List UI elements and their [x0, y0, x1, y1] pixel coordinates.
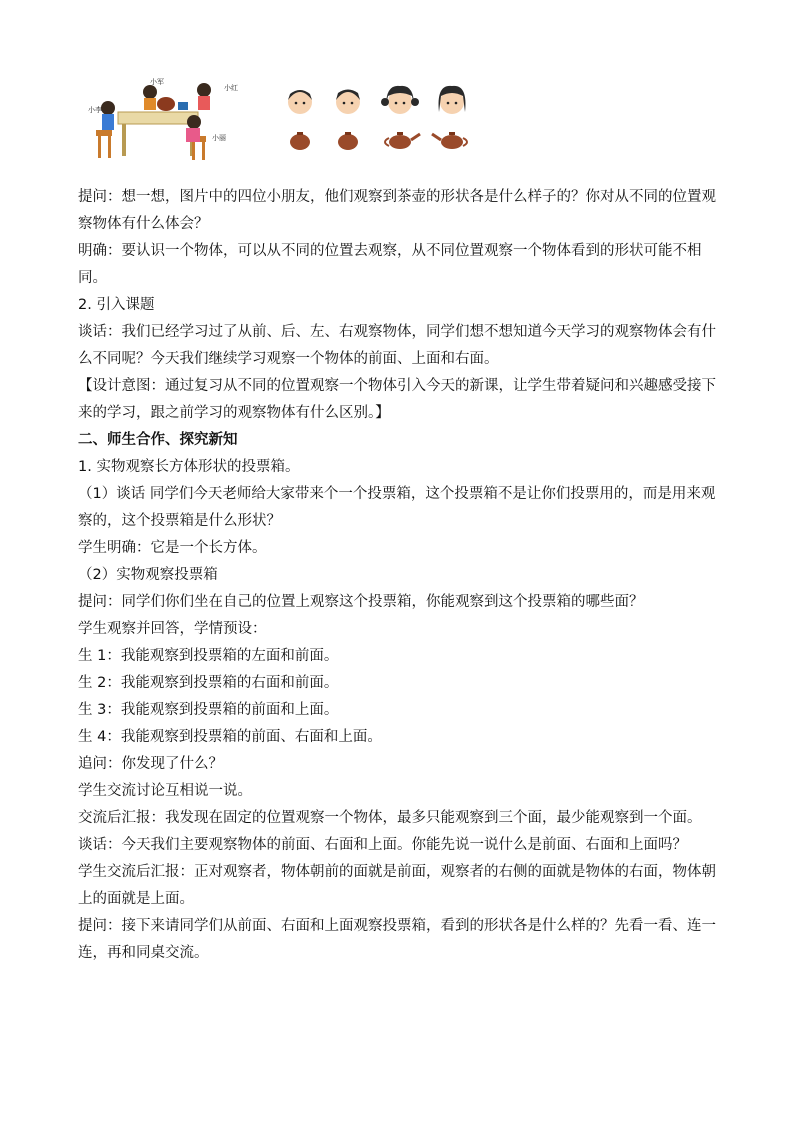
paragraph-talk-2: （1）谈话 同学们今天老师给大家带来个一个投票箱，这个投票箱不是让你们投票用的，而是用来观察的，这个投票箱是什么形状？ — [78, 486, 716, 529]
teapot-icon-3 — [385, 132, 420, 149]
paragraph-talk-1: 谈话：我们已经学习过了从前、后、左、右观察物体，同学们想不想知道今天学习的观察物体会有什么不同呢？今天我们继续学习观察一个物体的前面、上面和右面。 — [78, 324, 716, 367]
teapot-icon-1 — [290, 132, 310, 150]
paragraph-report-1: 交流后汇报：我发现在固定的位置观察一个物体，最多只能观察到三个面，最少能观察到一个面。 — [78, 810, 702, 826]
paragraph-student-clarify: 学生明确：它是一个长方体。 — [78, 540, 267, 556]
name-label-xiaohong: 小红 — [224, 84, 238, 92]
section-heading-2: 二、师生合作、探究新知 — [78, 432, 238, 448]
paragraph-question-1: 提问：想一想，图片中的四位小朋友，他们观察到茶壶的形状各是什么样子的？你对从不同的位置观察物体有什么体会？ — [78, 189, 716, 232]
lesson-body — [78, 184, 720, 967]
paragraph-discuss: 学生交流讨论互相说一说。 — [78, 783, 252, 799]
child-face-2 — [336, 90, 360, 115]
paragraph-clarify-1: 明确：要认识一个物体，可以从不同的位置去观察，从不同位置观察一个物体看到的形状可能不相同。 — [78, 243, 702, 286]
teapot-icon-4 — [432, 132, 467, 149]
name-label-xiaoli2: 小丽 — [212, 134, 226, 142]
table-scene — [96, 83, 211, 160]
paragraph-followup: 追问：你发现了什么？ — [78, 756, 223, 772]
paragraph-report-2: 学生交流后汇报：正对观察者，物体朝前的面就是前面，观察者的右侧的面就是物体的右面，物体朝上的面就是上面。 — [78, 864, 716, 907]
paragraph-student-observe: 学生观察并回答，学情预设： — [78, 621, 267, 637]
paragraph-question-2: 提问：同学们你们坐在自己的位置上观察这个投票箱，你能观察到这个投票箱的哪些面？ — [78, 594, 644, 610]
paragraph-design-intent: 【设计意图：通过复习从不同的位置观察一个物体引入今天的新课，让学生带着疑问和兴趣感受接下来的学习，跟之前学习的观察物体有什么区别。】 — [78, 378, 716, 421]
paragraph-subitem-2: （2）实物观察投票箱 — [78, 567, 218, 583]
paragraph-section-2: 2. 引入课题 — [78, 297, 155, 313]
teapot-icon-2 — [338, 132, 358, 150]
paragraph-question-3: 提问：接下来请同学们从前面、右面和上面观察投票箱，看到的形状各是什么样的？先看一看、连一连，再和同桌交流。 — [78, 918, 716, 961]
paragraph-talk-3: 谈话：今天我们主要观察物体的前面、右面和上面。你能先说一说什么是前面、右面和上面吗？ — [78, 837, 687, 853]
paragraph-student-2: 生 2：我能观察到投票箱的右面和前面。 — [78, 675, 339, 691]
child-face-1 — [288, 90, 312, 114]
teapot-observation-illustration — [78, 76, 498, 166]
name-label-xiaojun: 小军 — [150, 78, 164, 86]
child-face-3 — [381, 86, 419, 114]
paragraph-item-1: 1. 实物观察长方体形状的投票箱。 — [78, 459, 300, 475]
paragraph-student-4: 生 4：我能观察到投票箱的前面、右面和上面。 — [78, 729, 382, 745]
name-label-xiaoli: 小李 — [88, 106, 102, 114]
paragraph-student-3: 生 3：我能观察到投票箱的前面和上面。 — [78, 702, 339, 718]
child-face-4 — [439, 86, 466, 114]
paragraph-student-1: 生 1：我能观察到投票箱的左面和前面。 — [78, 648, 339, 664]
